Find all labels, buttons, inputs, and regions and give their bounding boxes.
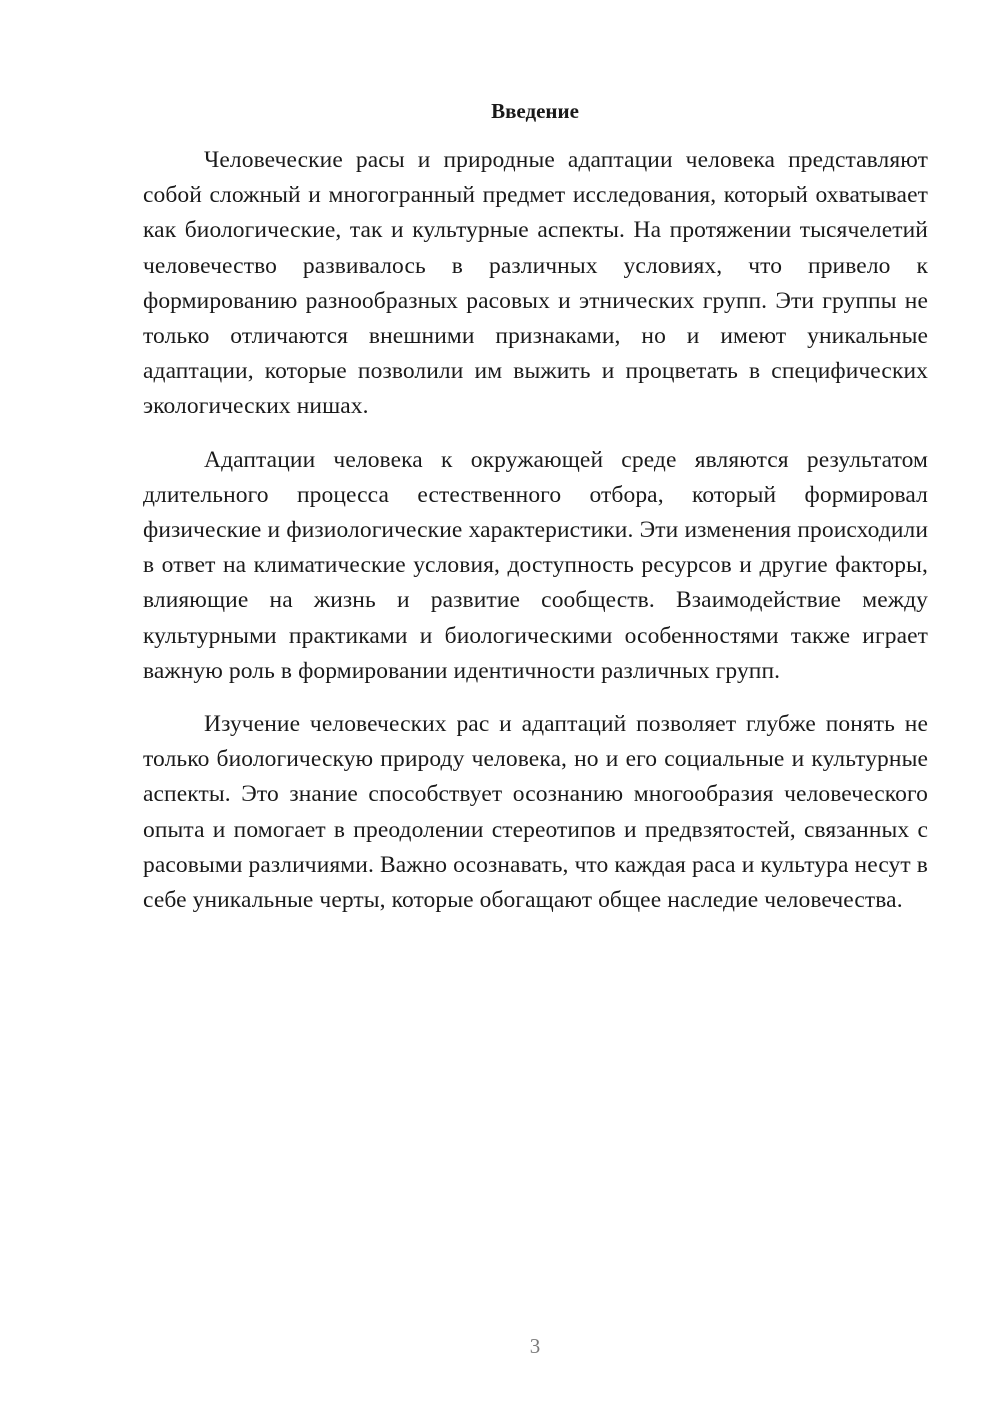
paragraph-3: Изучение человеческих рас и адаптаций позволяет глубже понять не только биологическую природу человека, но и его социальные и культурные аспекты. Это знание способствует осознанию многообразия человеческого опыта и помогает в преодолении стереотипов и предвзятостей, связанных с расовыми различиями. Важно осознавать, что каждая раса и культура несут в себе уникальные черты, которые обогащают общее наследие человечества. <box>143 711 928 914</box>
paragraph-1: Человеческие расы и природные адаптации человека представляют собой сложный и многогранный предмет исследования, который охватывает как биологические, так и культурные аспекты. На протяжении тысячелетий человечество развивалось в различных условиях, что привело к формированию разнообразных расовых и этнических групп. Эти группы не только отличаются внешними признаками, но и имеют уникальные адаптации, которые позволили им выжить и процветать в специфических экологических нишах. <box>143 147 928 420</box>
page-heading: Введение <box>491 99 579 123</box>
body-text <box>143 143 928 936</box>
paragraph-2: Адаптации человека к окружающей среде являются результатом длительного процесса естественного отбора, который формировал физические и физиологические характеристики. Эти изменения происходили в ответ на климатические условия, доступность ресурсов и другие факторы, влияющие на жизнь и развитие сообществ. Взаимодействие между культурными практиками и биологическими особенностями также играет важную роль в формировании идентичности различных групп. <box>143 446 928 684</box>
page-number: 3 <box>529 1334 541 1358</box>
